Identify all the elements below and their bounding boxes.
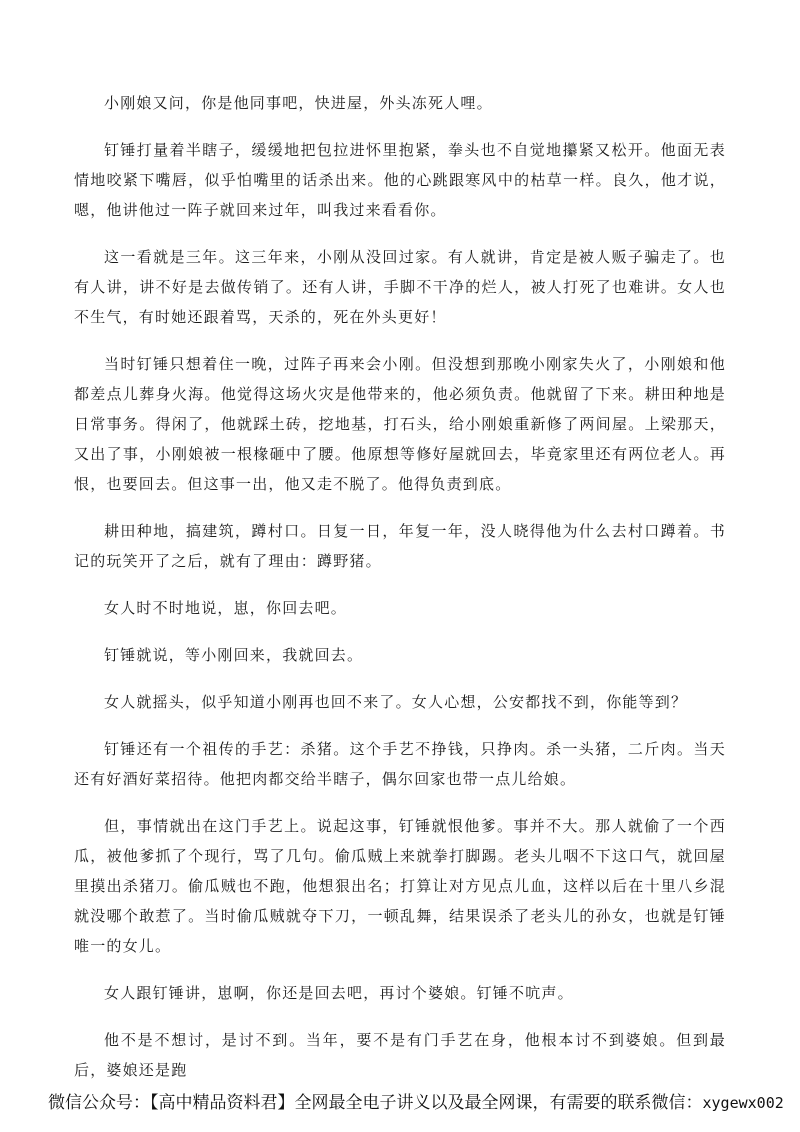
paragraph-4: 当时钉锤只想着住一晚，过阵子再来会小刚。但没想到那晚小刚家失火了，小刚娘和他都差点儿葬身火海。他觉得这场火灾是他带来的，他必须负责。他就留了下来。耕田种地是日常事务。得闲了，他就踩土砖，挖地基，打石头，给小刚娘重新修了两间屋。上梁那天，又出了事，小刚娘被一根椽砸中了腰。他原想等修好屋就回去，毕竟家里还有两位老人。再恨，也要回去。但这事一出，他又走不脱了。他得负责到底。 (74, 355, 726, 493)
paragraph-10: 但，事情就出在这门手艺上。说起这事，钉锤就恨他爹。事并不大。那人就偷了一个西瓜，被他爹抓了个现行，骂了几句。偷瓜贼上来就拳打脚踢。老头儿咽不下这口气，就回屋里摸出杀猪刀。偷瓜贼也不跑，他想狠出名；打算让对方见点儿血，这样以后在十里八乡混就没哪个敢惹了。当时偷瓜贼就夺下刀，一顿乱舞，结果误杀了老头儿的孙女，也就是钉锤唯一的女儿。 (74, 817, 726, 955)
paragraph-1: 小刚娘又问，你是他同事吧，快进屋，外头冻死人哩。 (104, 94, 493, 112)
paragraph-9: 钉锤还有一个祖传的手艺：杀猪。这个手艺不挣钱，只挣肉。杀一头猪，二斤肉。当天还有好酒好菜招待。他把肉都交给半瞎子，偶尔回家也带一点儿给娘。 (74, 740, 726, 788)
paragraph-5: 耕田种地，搞建筑，蹲村口。日复一日，年复一年，没人晓得他为什么去村口蹲着。书记的玩笑开了之后，就有了理由：蹲野猪。 (74, 522, 726, 570)
footer-notice (48, 1091, 788, 1115)
paragraph-8: 女人就摇头，似乎知道小刚再也回不来了。女人心想，公安都找不到，你能等到？ (104, 693, 688, 711)
footer-text: 微信公众号：【高中精品资料君】全网最全电子讲义以及最全网课，有需要的联系微信： (48, 1093, 703, 1113)
paragraph-3: 这一看就是三年。这三年来，小刚从没回过家。有人就讲，肯定是被人贩子骗走了。也有人讲，讲不好是去做传销了。还有人讲，手脚不干净的烂人，被人打死了也难讲。女人也不生气，有时她还跟着骂，天杀的，死在外头更好！ (74, 248, 726, 326)
footer-wechat-id: xygewx002 (702, 1094, 784, 1112)
paragraph-12: 他不是不想讨，是讨不到。当年，要不是有门手艺在身，他根本讨不到婆娘。但到最后，婆娘还是跑 (74, 1031, 726, 1079)
paragraph-6: 女人时不时地说，崽，你回去吧。 (104, 599, 348, 617)
paragraph-2: 钉锤打量着半瞎子，缓缓地把包拉进怀里抱紧，拳头也不自觉地攥紧又松开。他面无表情地咬紧下嘴唇，似乎怕嘴里的话杀出来。他的心跳跟寒风中的枯草一样。良久，他才说，嗯，他讲他过一阵子就回来过年，叫我过来看看你。 (74, 141, 726, 219)
paragraph-7: 钉锤就说，等小刚回来，我就回去。 (104, 646, 364, 664)
paragraph-11: 女人跟钉锤讲，崽啊，你还是回去吧，再讨个婆娘。钉锤不吭声。 (104, 984, 574, 1002)
article-body (74, 88, 726, 1102)
